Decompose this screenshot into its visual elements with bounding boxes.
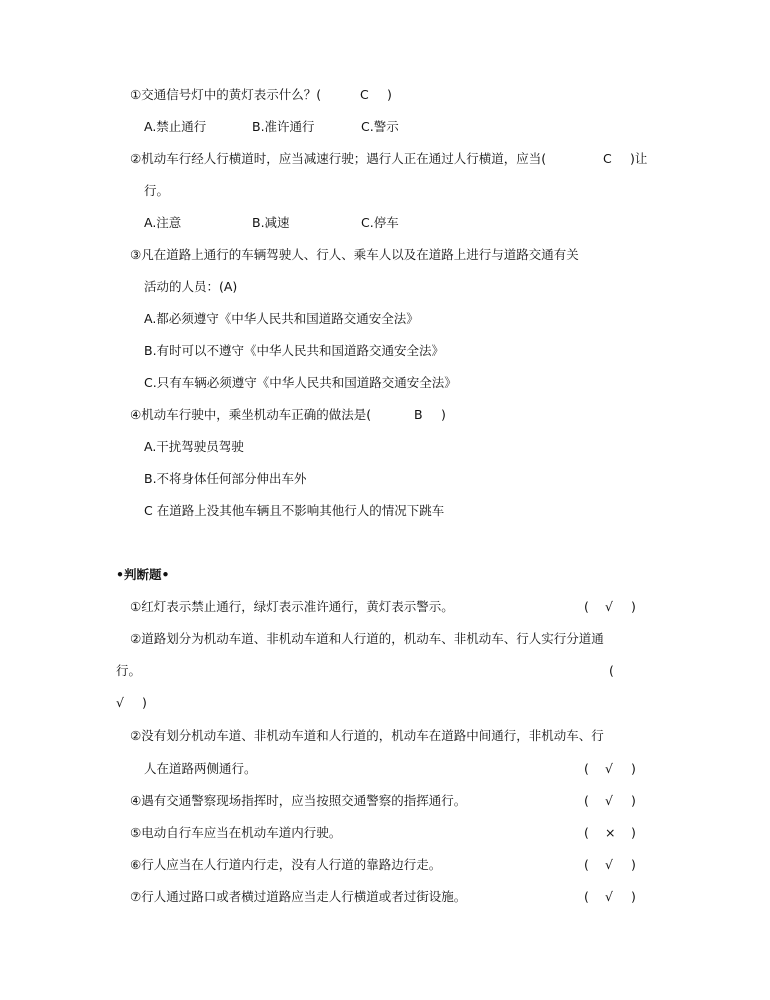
judge-item-3-line-2: 人在道路两侧通行。 <box>144 761 257 776</box>
judge-item-3-open: ( <box>584 761 589 776</box>
judge-item-7-open: ( <box>584 889 589 904</box>
q2-option-a: A.注意 <box>144 215 182 230</box>
question-4-text: ④机动车行驶中，乘坐机动车正确的做法是( <box>130 407 372 422</box>
judge-item-6-open: ( <box>584 857 589 872</box>
judge-item-1-close: ) <box>631 599 636 614</box>
section-heading: •判断题• <box>116 567 170 582</box>
judge-item-6-mark: √ <box>605 857 613 872</box>
judge-item-2-close: ) <box>142 695 147 710</box>
judge-item-5-text: ⑤电动自行车应当在机动车道内行驶。 <box>130 825 342 840</box>
judge-item-3-mark: √ <box>605 761 613 776</box>
judge-item-2-line-1: ②道路划分为机动车道、非机动车道和人行道的，机动车、非机动车、行人实行分道通 <box>130 631 604 646</box>
question-2-text: ②机动车行经人行横道时，应当减速行驶；遇行人正在通过人行横道，应当( <box>130 151 547 166</box>
q2-option-b: B.减速 <box>252 215 290 230</box>
judge-item-2-mark: √ <box>116 695 124 710</box>
q3-option-a: A.都必须遵守《中华人民共和国道路交通安全法》 <box>144 311 419 326</box>
judge-item-5-open: ( <box>584 825 589 840</box>
judge-item-3-line-1: ②没有划分机动车道、非机动车道和人行道的，机动车在道路中间通行，非机动车、行 <box>130 728 604 743</box>
q2-option-c: C.停车 <box>361 215 399 230</box>
judge-item-2-open: ( <box>609 663 614 678</box>
question-3-line-1: ③凡在道路上通行的车辆驾驶人、行人、乘车人以及在道路上进行与道路交通有关 <box>130 247 579 262</box>
question-2-answer: C <box>603 151 612 166</box>
q3-option-b: B.有时可以不遵守《中华人民共和国道路交通安全法》 <box>144 343 445 358</box>
q1-option-b: B.准许通行 <box>252 119 315 134</box>
judge-item-7-close: ) <box>631 889 636 904</box>
judge-item-7-mark: √ <box>605 889 613 904</box>
judge-item-5-mark: × <box>605 825 616 840</box>
question-4-answer: B <box>414 407 423 422</box>
question-1-text: ①交通信号灯中的黄灯表示什么？( <box>130 87 322 102</box>
judge-item-4-text: ④遇有交通警察现场指挥时，应当按照交通警察的指挥通行。 <box>130 793 467 808</box>
question-1-close: ) <box>387 87 392 102</box>
judge-item-6-text: ⑥行人应当在人行道内行走，没有人行道的靠路边行走。 <box>130 857 442 872</box>
question-3-line-2: 活动的人员：(A) <box>144 279 238 294</box>
judge-item-1-mark: √ <box>605 599 613 614</box>
question-2-close: )让 <box>630 151 648 166</box>
judge-item-5-close: ) <box>631 825 636 840</box>
judge-item-7-text: ⑦行人通过路口或者横过道路应当走人行横道或者过街设施。 <box>130 889 467 904</box>
q3-option-c: C.只有车辆必须遵守《中华人民共和国道路交通安全法》 <box>144 375 457 390</box>
question-1 <box>130 87 321 103</box>
judge-item-2-line-2: 行。 <box>116 663 142 678</box>
judge-item-1-text: ①红灯表示禁止通行，绿灯表示准许通行，黄灯表示警示。 <box>130 599 454 614</box>
judge-item-6-close: ) <box>631 857 636 872</box>
q1-option-c: C.警示 <box>361 119 399 134</box>
question-4-close: ) <box>441 407 446 422</box>
judge-item-4-mark: √ <box>605 793 613 808</box>
judge-item-4-close: ) <box>631 793 636 808</box>
q4-option-c: C 在道路上没其他车辆且不影响其他行人的情况下跳车 <box>144 503 445 518</box>
judge-item-4-open: ( <box>584 793 589 808</box>
question-2-continued: 行。 <box>144 183 170 198</box>
judge-item-3-close: ) <box>631 761 636 776</box>
question-1-answer: C <box>360 87 369 102</box>
q4-option-b: B.不将身体任何部分伸出车外 <box>144 471 307 486</box>
q1-option-a: A.禁止通行 <box>144 119 207 134</box>
judge-item-1-open: ( <box>584 599 589 614</box>
q4-option-a: A.干扰驾驶员驾驶 <box>144 439 244 454</box>
